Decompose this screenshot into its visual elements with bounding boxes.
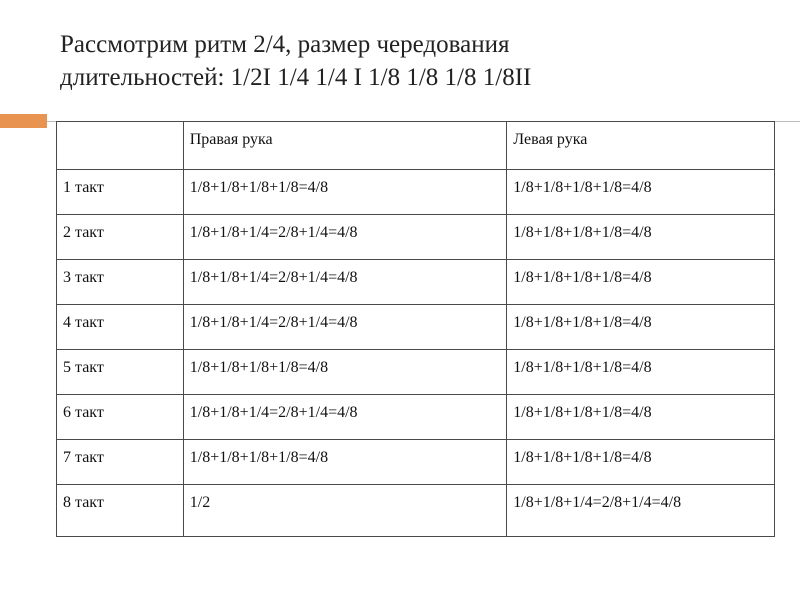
accent-bar (0, 114, 47, 128)
measure-label: 2 такт (57, 215, 184, 260)
left-hand-cell: 1/8+1/8+1/8+1/8=4/8 (507, 350, 775, 395)
table-row (57, 170, 775, 215)
right-hand-cell: 1/8+1/8+1/4=2/8+1/4=4/8 (183, 260, 507, 305)
measure-label: 4 такт (57, 305, 184, 350)
table-row (57, 440, 775, 485)
left-hand-cell: 1/8+1/8+1/8+1/8=4/8 (507, 215, 775, 260)
left-hand-cell: 1/8+1/8+1/8+1/8=4/8 (507, 170, 775, 215)
right-hand-cell: 1/2 (183, 485, 507, 537)
table-row (57, 305, 775, 350)
header-cell-empty (57, 122, 184, 170)
right-hand-cell: 1/8+1/8+1/4=2/8+1/4=4/8 (183, 305, 507, 350)
left-hand-cell: 1/8+1/8+1/8+1/8=4/8 (507, 395, 775, 440)
rhythm-table (56, 121, 775, 537)
table-row (57, 395, 775, 440)
left-hand-cell: 1/8+1/8+1/8+1/8=4/8 (507, 305, 775, 350)
left-hand-cell: 1/8+1/8+1/4=2/8+1/4=4/8 (507, 485, 775, 537)
table-row (57, 215, 775, 260)
header-cell-right-hand: Правая рука (183, 122, 507, 170)
right-hand-cell: 1/8+1/8+1/8+1/8=4/8 (183, 350, 507, 395)
table-row (57, 485, 775, 537)
slide-title-line-1: Рассмотрим ритм 2/4, размер чередования (60, 31, 510, 58)
slide-title-line-2: длительностей: 1/2I 1/4 1/4 I 1/8 1/8 1/8 1/8II (60, 64, 532, 91)
header-cell-left-hand: Левая рука (507, 122, 775, 170)
right-hand-cell: 1/8+1/8+1/8+1/8=4/8 (183, 440, 507, 485)
measure-label: 6 такт (57, 395, 184, 440)
measure-label: 1 такт (57, 170, 184, 215)
table-row (57, 350, 775, 395)
table-row (57, 260, 775, 305)
measure-label: 5 такт (57, 350, 184, 395)
measure-label: 3 такт (57, 260, 184, 305)
left-hand-cell: 1/8+1/8+1/8+1/8=4/8 (507, 260, 775, 305)
measure-label: 7 такт (57, 440, 184, 485)
slide-title (60, 28, 780, 94)
measure-label: 8 такт (57, 485, 184, 537)
right-hand-cell: 1/8+1/8+1/4=2/8+1/4=4/8 (183, 215, 507, 260)
table-header-row (57, 122, 775, 170)
right-hand-cell: 1/8+1/8+1/8+1/8=4/8 (183, 170, 507, 215)
left-hand-cell: 1/8+1/8+1/8+1/8=4/8 (507, 440, 775, 485)
right-hand-cell: 1/8+1/8+1/4=2/8+1/4=4/8 (183, 395, 507, 440)
